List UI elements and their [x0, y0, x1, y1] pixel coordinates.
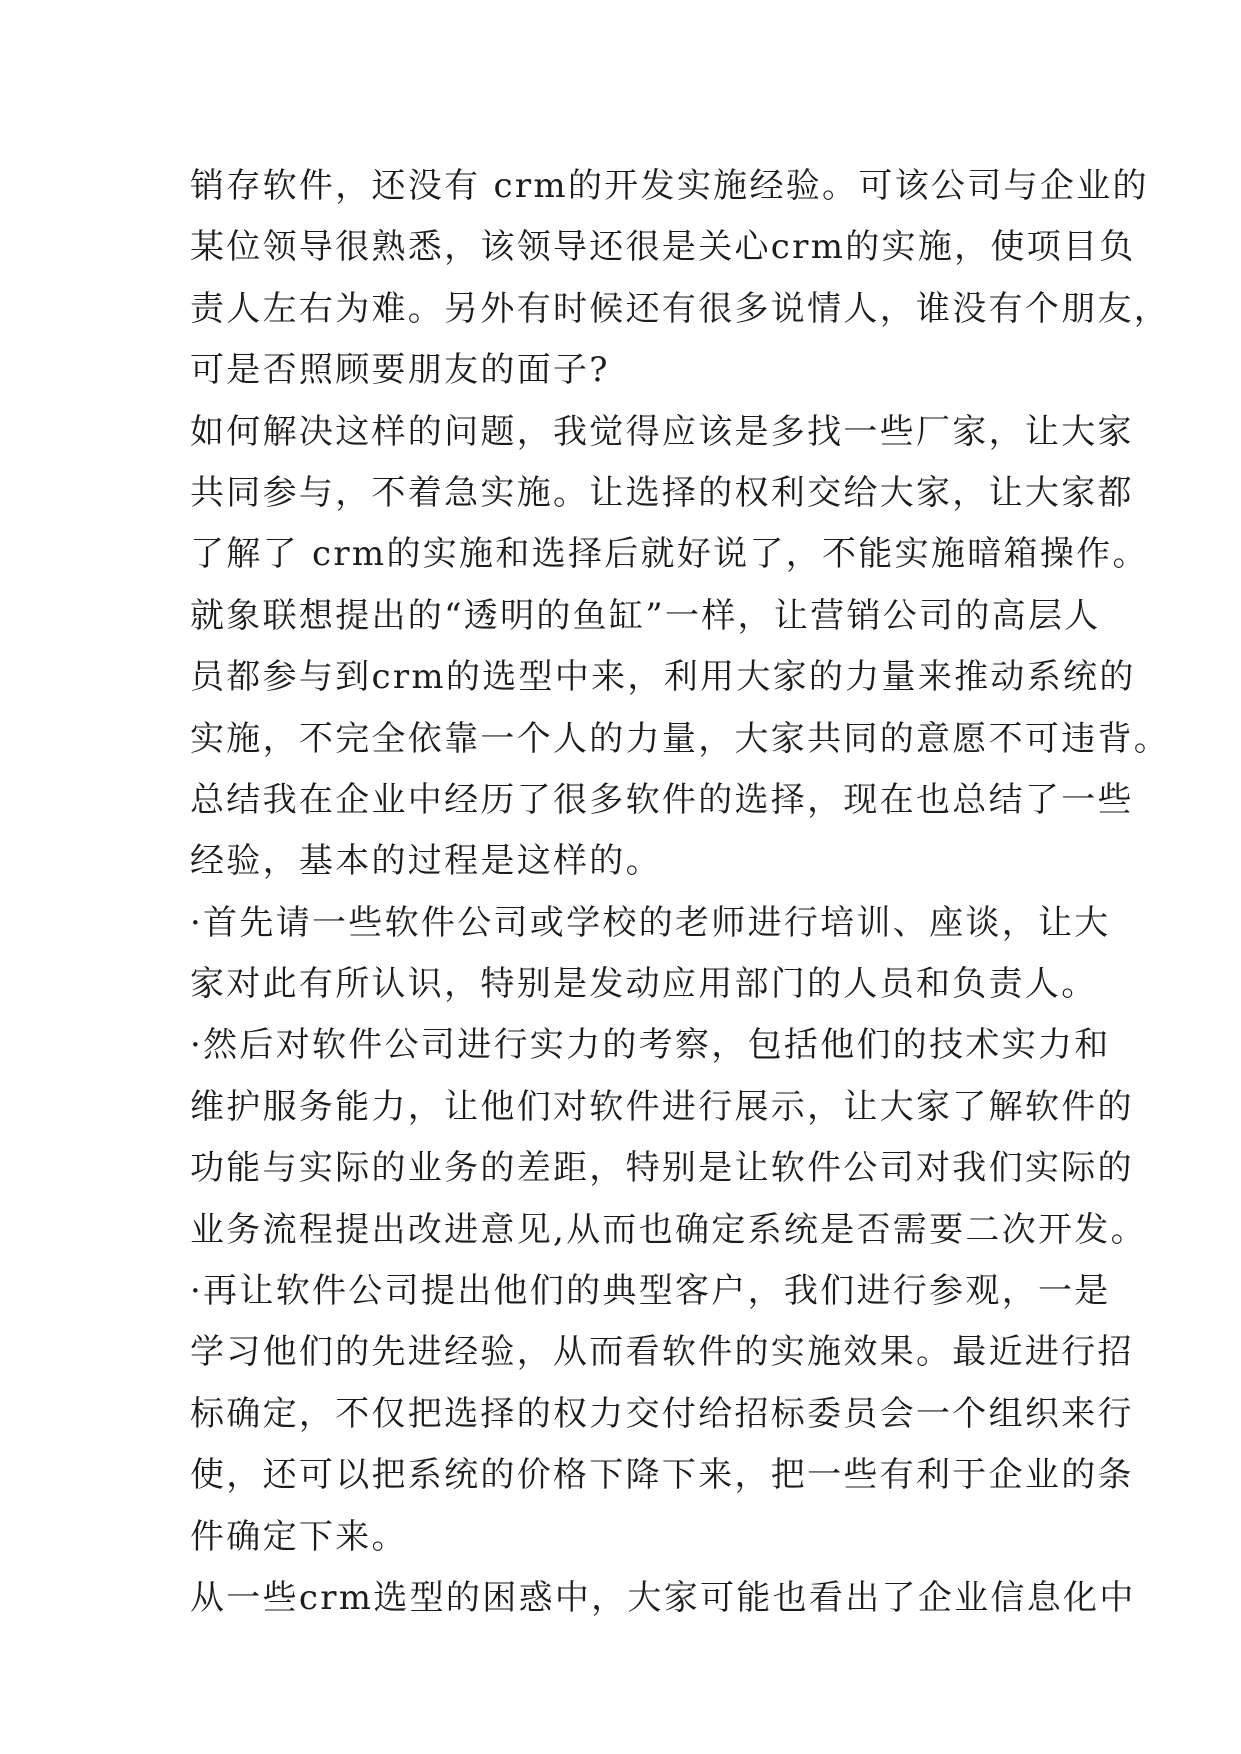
text-line: 从一些crm选型的困惑中，大家可能也看出了企业信息化中: [190, 1577, 1136, 1618]
text-line: ·再让软件公司提出他们的典型客户，我们进行参观，一是: [190, 1271, 1111, 1312]
text-line: 可是否照顾要朋友的面子?: [190, 350, 610, 391]
text-line: 经验，基本的过程是这样的。: [190, 841, 662, 882]
text-line: 总结我在企业中经历了很多软件的选择，现在也总结了一些: [190, 779, 1134, 820]
text-line: 使，还可以把系统的价格下降下来，把一些有利于企业的条: [190, 1455, 1134, 1496]
text-line: 员都参与到crm的选型中来，利用大家的力量来推动系统的: [190, 657, 1136, 698]
text-line: 标确定，不仅把选择的权力交付给招标委员会一个组织来行: [190, 1393, 1134, 1434]
text-line: 共同参与，不着急实施。让选择的权利交给大家，让大家都: [190, 472, 1134, 513]
text-line: 如何解决这样的问题，我觉得应该是多找一些厂家，让大家: [190, 411, 1134, 452]
text-line: 就象联想提出的“透明的鱼缸”一样，让营销公司的高层人: [190, 595, 1101, 636]
text-line: ·首先请一些软件公司或学校的老师进行培训、座谈，让大: [190, 902, 1111, 943]
text-line: 业务流程提出改进意见,从而也确定系统是否需要二次开发。: [190, 1209, 1147, 1250]
text-line: 维护服务能力，让他们对软件进行展示，让大家了解软件的: [190, 1086, 1134, 1127]
text-line: 某位领导很熟悉，该领导还很是关心crm的实施，使项目负: [190, 227, 1136, 268]
text-line: 责人左右为难。另外有时候还有很多说情人，谁没有个朋友，: [190, 288, 1171, 329]
text-line: 销存软件，还没有 crm的开发实施经验。可该公司与企业的: [190, 166, 1149, 206]
document-body: [190, 156, 1171, 1629]
text-line: 功能与实际的业务的差距，特别是让软件公司对我们实际的: [190, 1148, 1134, 1189]
text-line: 家对此有所认识，特别是发动应用部门的人员和负责人。: [190, 964, 1098, 1005]
text-line: 件确定下来。: [190, 1516, 408, 1557]
text-line: ·然后对软件公司进行实力的考察，包括他们的技术实力和: [190, 1025, 1111, 1066]
text-line: 学习他们的先进经验，从而看软件的实施效果。最近进行招: [190, 1332, 1134, 1373]
text-line: 实施，不完全依靠一个人的力量，大家共同的意愿不可违背。: [190, 718, 1171, 759]
text-line: 了解了 crm的实施和选择后就好说了，不能实施暗箱操作。: [190, 534, 1149, 575]
